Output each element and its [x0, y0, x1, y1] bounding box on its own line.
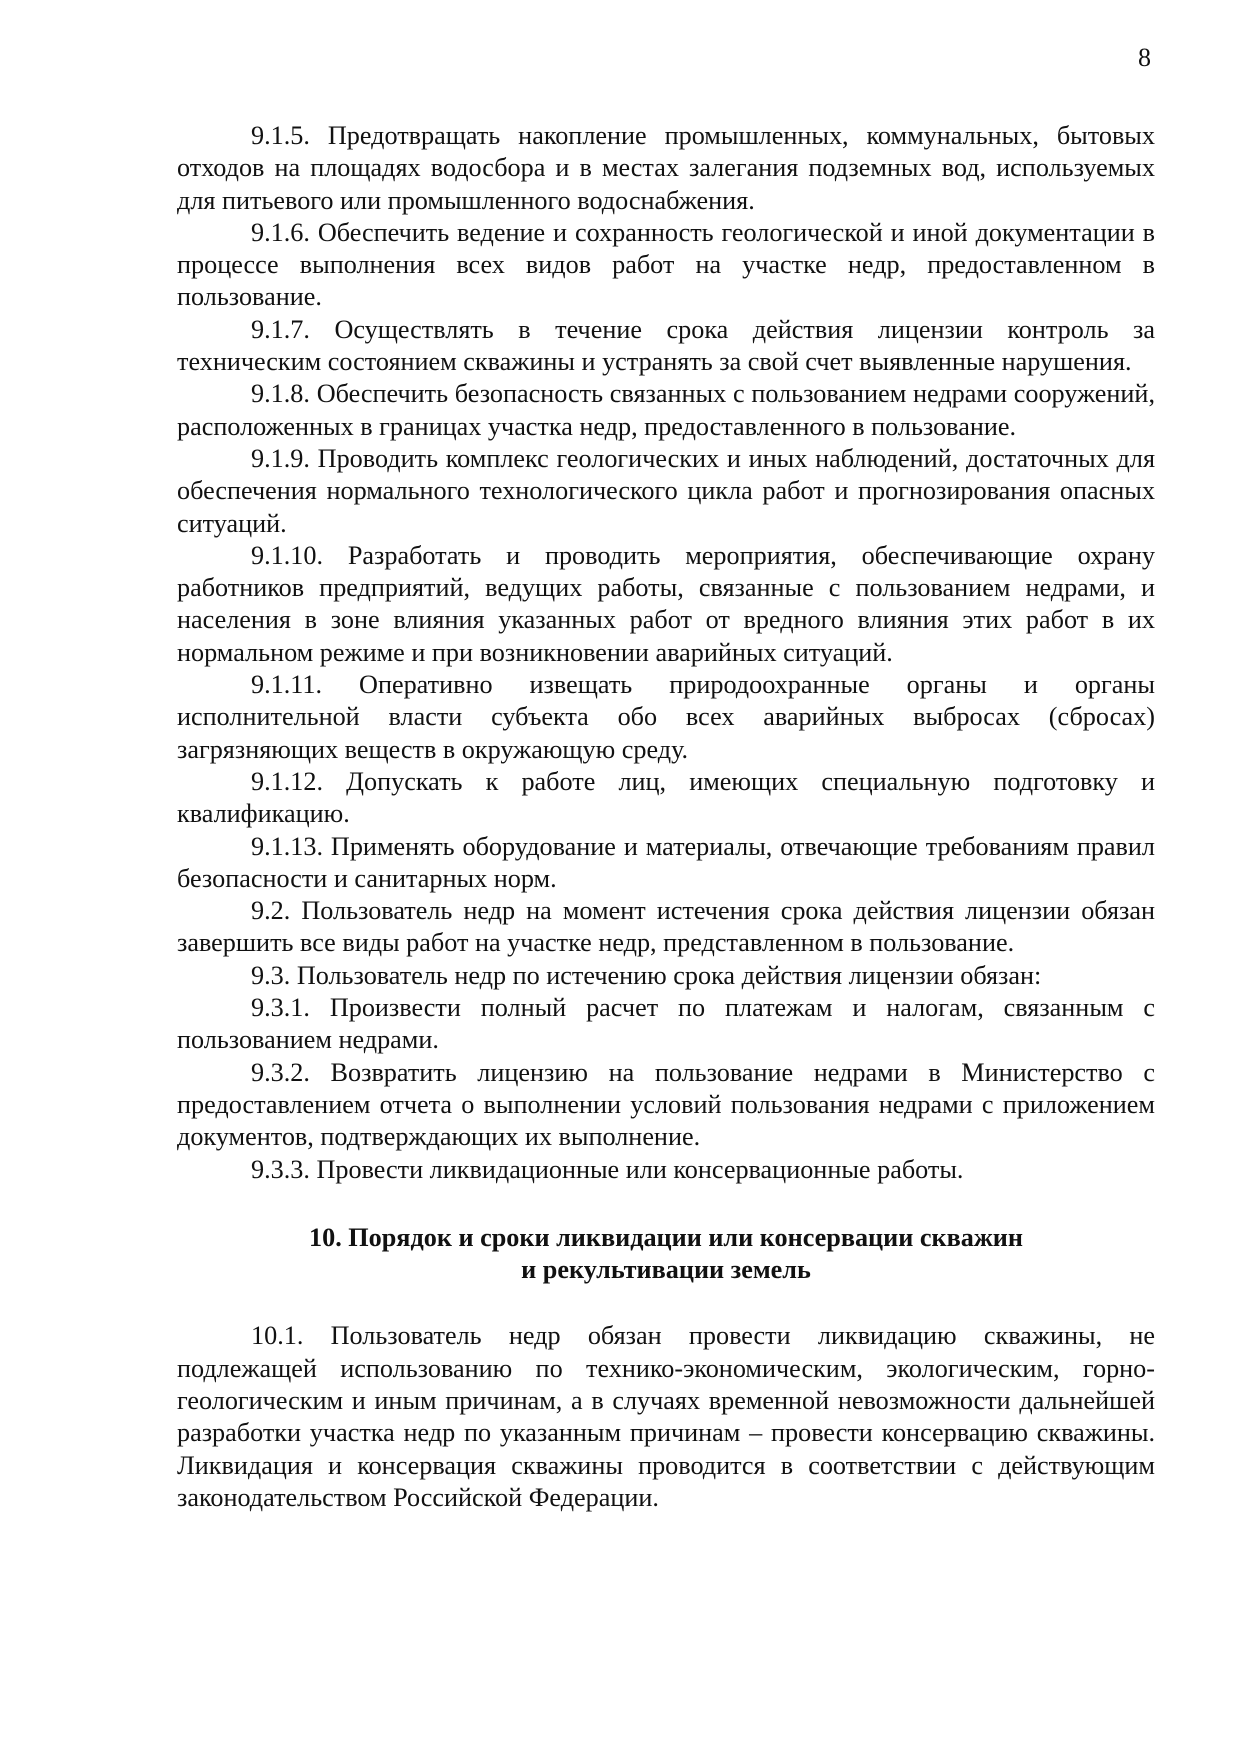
section-heading-line-1: 10. Порядок и сроки ликвидации или консервации скважин	[309, 1222, 1023, 1252]
paragraph-9-1-12: 9.1.12. Допускать к работе лиц, имеющих специальную подготовку и квалификацию.	[177, 766, 1155, 829]
paragraph-9-1-11: 9.1.11. Оперативно извещать природоохранные органы и органы исполнительной власти субъекта обо всех аварийных выбросах (сбросах) загрязняющих веществ в окружающую среду.	[177, 670, 1155, 764]
paragraph-9-3-3: 9.3.3. Провести ликвидационные или консервационные работы.	[251, 1154, 964, 1184]
page-number: 8	[1138, 43, 1151, 72]
paragraph-9-2: 9.2. Пользователь недр на момент истечения срока действия лицензии обязан завершить все виды работ на участке недр, представленном в пользование.	[177, 896, 1155, 958]
section-heading-line-2: и рекультивации земель	[521, 1255, 811, 1285]
paragraph-9-1-9: 9.1.9. Проводить комплекс геологических и иных наблюдений, достаточных для обеспечения нормального технологического цикла работ и прогнозирования опасных ситуаций.	[177, 443, 1155, 538]
paragraph-9-3-1: 9.3.1. Произвести полный расчет по платежам и налогам, связанным с пользованием недрами.	[177, 993, 1155, 1055]
paragraph-9-1-7: 9.1.7. Осуществлять в течение срока действия лицензии контроль за техническим состоянием скважины и устранять за свой счет выявленные нарушения.	[177, 314, 1155, 377]
paragraph-9-1-8: 9.1.8. Обеспечить безопасность связанных с пользованием недрами сооружений, расположенных в границах участка недр, предоставленного в пользование.	[177, 379, 1155, 441]
paragraph-9-1-5: 9.1.5. Предотвращать накопление промышленных, коммунальных, бытовых отходов на площадях водосбора и в местах залегания подземных вод, используемых для питьевого или промышленного водоснабжения.	[177, 121, 1155, 215]
paragraph-9-3-2: 9.3.2. Возвратить лицензию на пользование недрами в Министерство с предоставлением отчета о выполнении условий пользования недрами с приложением документов, подтверждающих их выполнение.	[177, 1057, 1155, 1152]
paragraph-10-1: 10.1. Пользователь недр обязан провести ликвидацию скважины, не подлежащей использованию по технико-экономическим, экологическим, горно-геологическим и иным причинам, а в случаях временной невозможности дальнейшей разработки участка недр по указанным причинам – провести консервацию скважины. Ликвидация и консервация скважины проводится в соответствии с действующим законодательством Российской Федерации.	[177, 1321, 1155, 1512]
document-body	[177, 120, 1155, 1514]
paragraph-9-1-6: 9.1.6. Обеспечить ведение и сохранность геологической и иной документации в процессе выполнения всех видов работ на участке недр, предоставленном в пользование.	[177, 217, 1155, 312]
paragraph-9-3: 9.3. Пользователь недр по истечению срока действия лицензии обязан:	[251, 960, 1042, 990]
paragraph-9-1-13: 9.1.13. Применять оборудование и материалы, отвечающие требованиям правил безопасности и санитарных норм.	[177, 831, 1155, 893]
paragraph-9-1-10: 9.1.10. Разработать и проводить мероприятия, обеспечивающие охрану работников предприятий, ведущих работы, связанные с пользованием недрами, и населения в зоне влияния указанных работ от вредного влияния этих работ в их нормальном режиме и при возникновении аварийных ситуаций.	[177, 540, 1155, 667]
section-heading	[177, 1222, 1155, 1287]
